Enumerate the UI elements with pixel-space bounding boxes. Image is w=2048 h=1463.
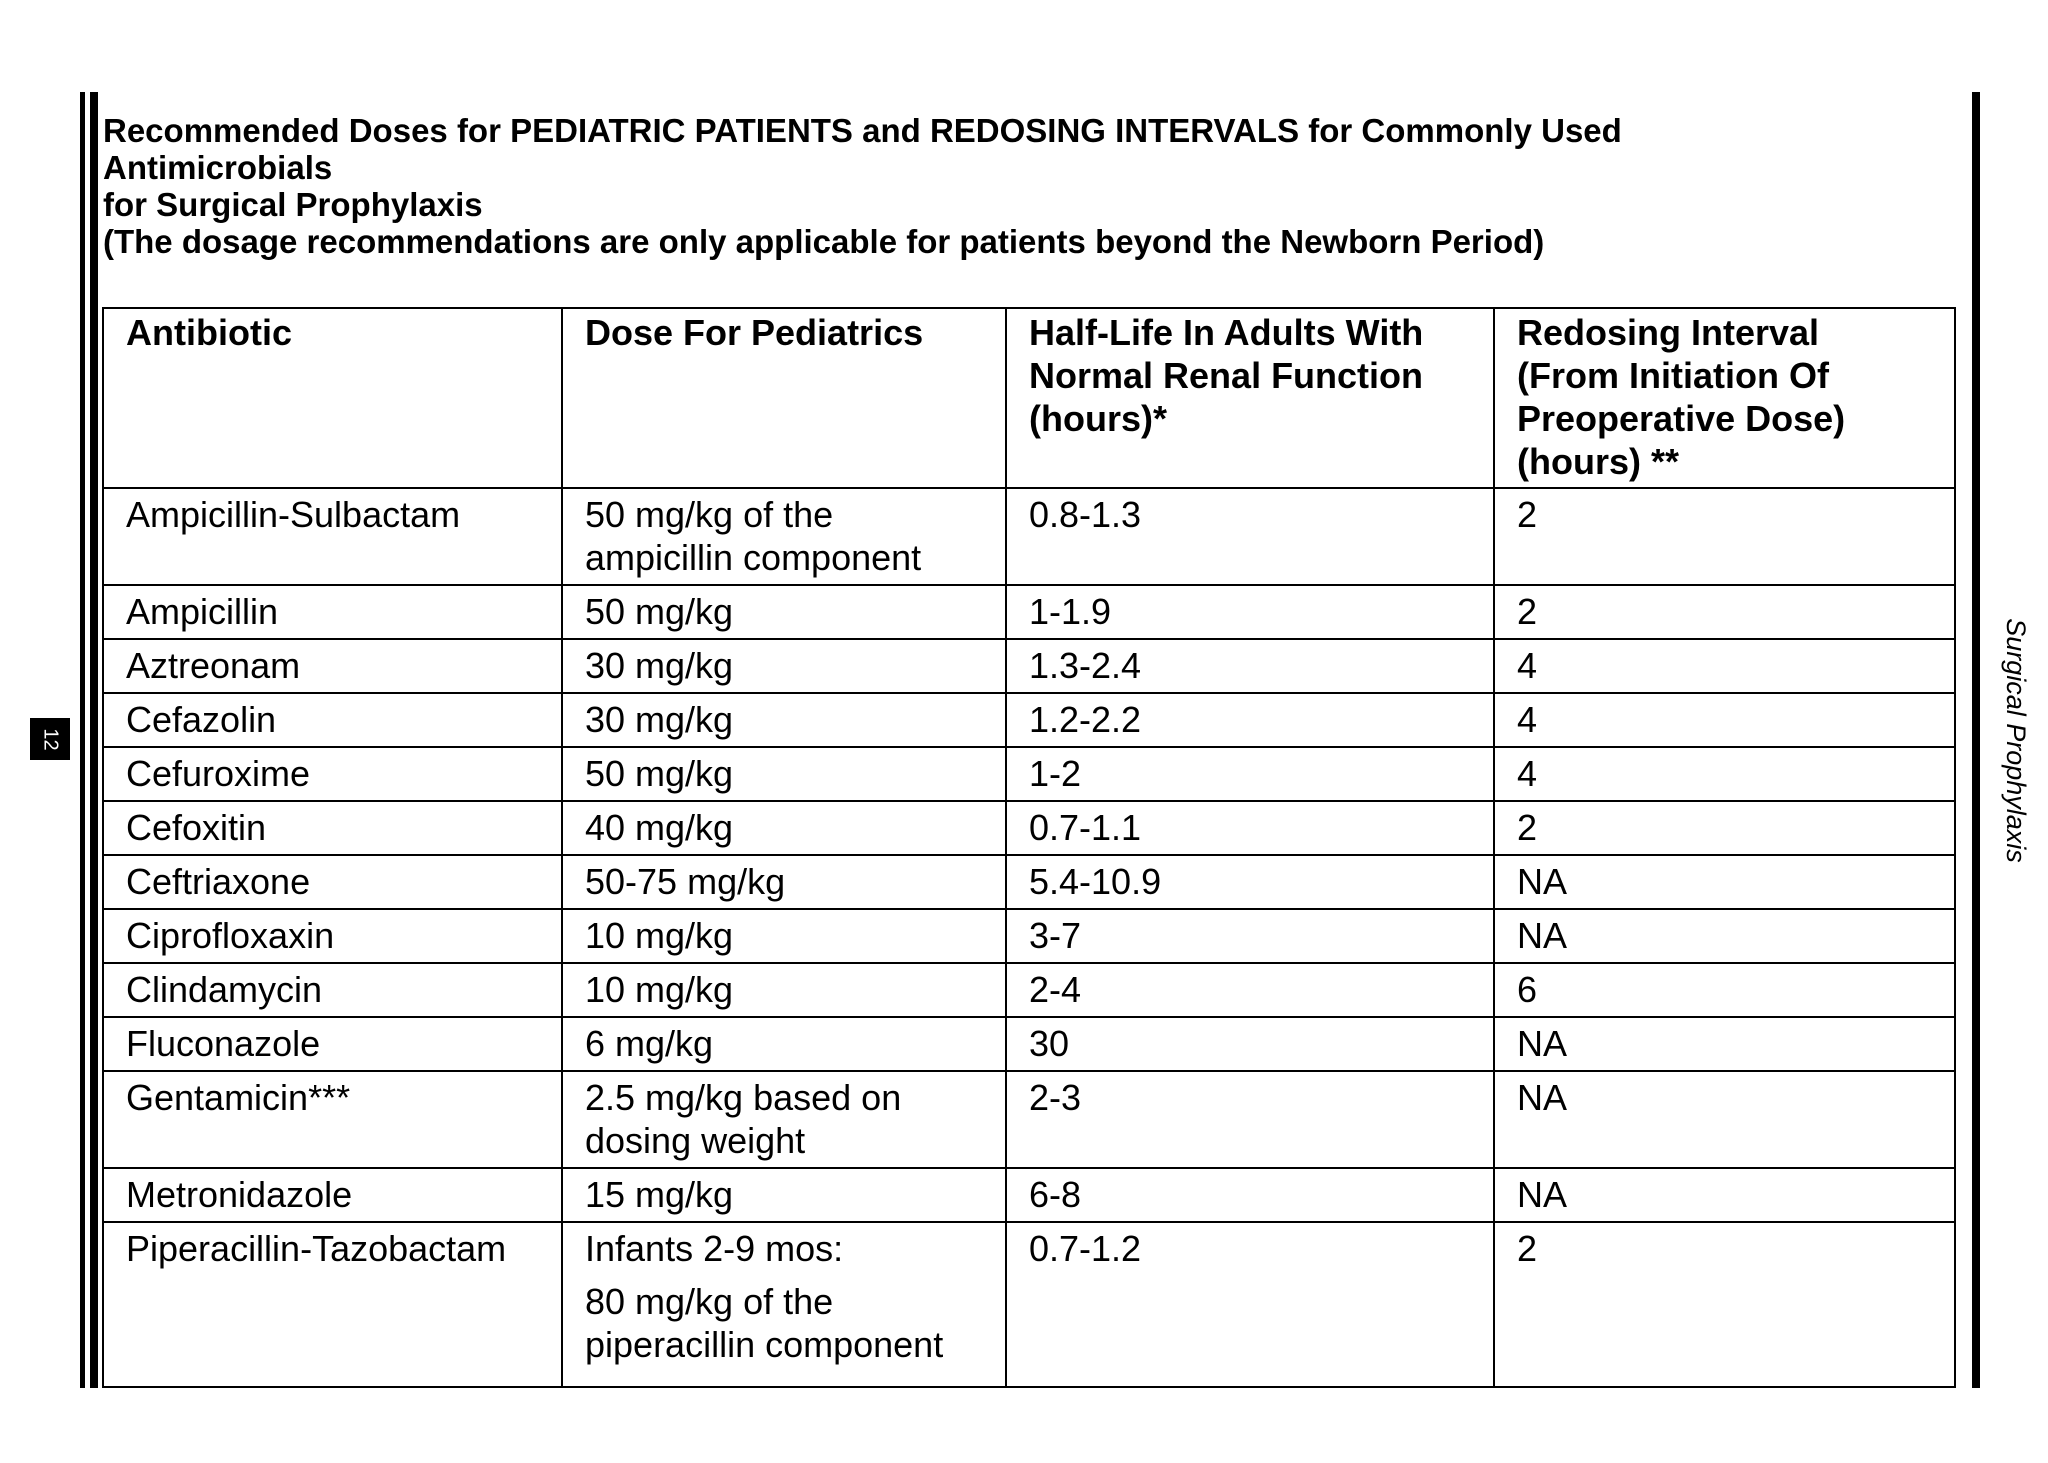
cell-dose: 50 mg/kg — [562, 585, 1006, 639]
header-redosing-line: (From Initiation Of — [1517, 355, 1829, 396]
table-row — [103, 693, 1955, 747]
header-redosing-line: Preoperative Dose) — [1517, 398, 1846, 439]
header-redosing-line: Redosing Interval — [1517, 312, 1820, 353]
table-row — [103, 1017, 1955, 1071]
cell-half-life: 1-1.9 — [1006, 585, 1494, 639]
heading-line-3: for Surgical Prophylaxis — [103, 186, 483, 223]
cell-redosing: 6 — [1494, 963, 1955, 1017]
header-redosing — [1494, 308, 1955, 488]
cell-dose-line: dosing weight — [585, 1120, 806, 1161]
cell-half-life: 1-2 — [1006, 747, 1494, 801]
cell-half-life: 0.8-1.3 — [1006, 488, 1494, 585]
table-row — [103, 855, 1955, 909]
cell-redosing: 4 — [1494, 693, 1955, 747]
cell-dose-line: 2.5 mg/kg based on — [585, 1077, 902, 1118]
table-row — [103, 488, 1955, 585]
cell-dose: 30 mg/kg — [562, 639, 1006, 693]
cell-half-life: 0.7-1.1 — [1006, 801, 1494, 855]
left-margin-rule-thin — [80, 92, 85, 1388]
right-margin-rule — [1972, 92, 1980, 1388]
cell-dose-line: piperacillin component — [585, 1324, 944, 1365]
cell-antibiotic: Fluconazole — [103, 1017, 562, 1071]
table-row — [103, 747, 1955, 801]
left-margin-rule-thick — [90, 92, 98, 1388]
cell-half-life: 3-7 — [1006, 909, 1494, 963]
cell-half-life: 6-8 — [1006, 1168, 1494, 1222]
page-number: 12 — [39, 727, 62, 751]
cell-redosing: NA — [1494, 1071, 1955, 1168]
cell-half-life: 0.7-1.2 — [1006, 1222, 1494, 1387]
dosing-table — [102, 307, 1956, 1388]
cell-dose: 50 mg/kg — [562, 747, 1006, 801]
cell-antibiotic: Ciprofloxaxin — [103, 909, 562, 963]
cell-antibiotic: Gentamicin*** — [103, 1071, 562, 1168]
cell-dose: 6 mg/kg — [562, 1017, 1006, 1071]
table-header-row — [103, 308, 1955, 488]
cell-redosing: 2 — [1494, 585, 1955, 639]
cell-antibiotic: Aztreonam — [103, 639, 562, 693]
cell-antibiotic: Ampicillin-Sulbactam — [103, 488, 562, 585]
table-row — [103, 963, 1955, 1017]
table-row — [103, 1071, 1955, 1168]
cell-antibiotic: Ceftriaxone — [103, 855, 562, 909]
cell-antibiotic: Cefazolin — [103, 693, 562, 747]
heading-line-2: Antimicrobials — [103, 149, 333, 186]
cell-half-life: 2-4 — [1006, 963, 1494, 1017]
table-row — [103, 639, 1955, 693]
cell-antibiotic: Cefoxitin — [103, 801, 562, 855]
cell-antibiotic: Clindamycin — [103, 963, 562, 1017]
cell-redosing: 4 — [1494, 639, 1955, 693]
header-half-life-line: Half-Life In Adults With — [1029, 312, 1424, 353]
cell-dose: 30 mg/kg — [562, 693, 1006, 747]
cell-dose: 40 mg/kg — [562, 801, 1006, 855]
cell-redosing: 4 — [1494, 747, 1955, 801]
cell-redosing: NA — [1494, 1168, 1955, 1222]
page-heading — [103, 112, 1963, 260]
cell-redosing: NA — [1494, 909, 1955, 963]
cell-half-life: 2-3 — [1006, 1071, 1494, 1168]
table-row — [103, 801, 1955, 855]
cell-redosing: 2 — [1494, 801, 1955, 855]
header-redosing-line: (hours) ** — [1517, 441, 1679, 482]
cell-dose — [562, 488, 1006, 585]
cell-dose: 15 mg/kg — [562, 1168, 1006, 1222]
section-side-label-text: Surgical Prophylaxis — [2000, 617, 2031, 863]
table-row — [103, 585, 1955, 639]
cell-antibiotic: Cefuroxime — [103, 747, 562, 801]
cell-dose-line: ampicillin component — [585, 537, 922, 578]
cell-half-life: 1.3-2.4 — [1006, 639, 1494, 693]
cell-dose-line: 50 mg/kg of the — [585, 494, 834, 535]
header-antibiotic — [103, 308, 562, 488]
cell-dose: 10 mg/kg — [562, 963, 1006, 1017]
cell-antibiotic: Ampicillin — [103, 585, 562, 639]
cell-half-life: 5.4-10.9 — [1006, 855, 1494, 909]
cell-antibiotic: Metronidazole — [103, 1168, 562, 1222]
table-row — [103, 909, 1955, 963]
header-antibiotic-text: Antibiotic — [126, 312, 292, 353]
cell-dose-line: 80 mg/kg of the — [585, 1281, 834, 1322]
cell-dose — [562, 1222, 1006, 1387]
cell-dose-line: Infants 2-9 mos: — [585, 1228, 844, 1269]
section-side-label — [1995, 600, 2035, 880]
header-dose-text: Dose For Pediatrics — [585, 312, 924, 353]
cell-dose: 50-75 mg/kg — [562, 855, 1006, 909]
header-half-life-line: Normal Renal Function — [1029, 355, 1424, 396]
page-number-tab — [30, 718, 70, 760]
cell-antibiotic: Piperacillin-Tazobactam — [103, 1222, 562, 1387]
header-dose — [562, 308, 1006, 488]
cell-redosing: 2 — [1494, 488, 1955, 585]
cell-dose — [562, 1071, 1006, 1168]
heading-line-4: (The dosage recommendations are only applicable for patients beyond the Newborn Period) — [103, 223, 1545, 260]
table-row — [103, 1222, 1955, 1387]
cell-half-life: 1.2-2.2 — [1006, 693, 1494, 747]
header-half-life-line: (hours)* — [1029, 398, 1167, 439]
heading-line-1: Recommended Doses for PEDIATRIC PATIENTS and REDOSING INTERVALS for Commonly Used — [103, 112, 1622, 149]
cell-half-life: 30 — [1006, 1017, 1494, 1071]
cell-redosing: NA — [1494, 1017, 1955, 1071]
table-row — [103, 1168, 1955, 1222]
cell-redosing: NA — [1494, 855, 1955, 909]
cell-dose: 10 mg/kg — [562, 909, 1006, 963]
cell-redosing: 2 — [1494, 1222, 1955, 1387]
header-half-life — [1006, 308, 1494, 488]
